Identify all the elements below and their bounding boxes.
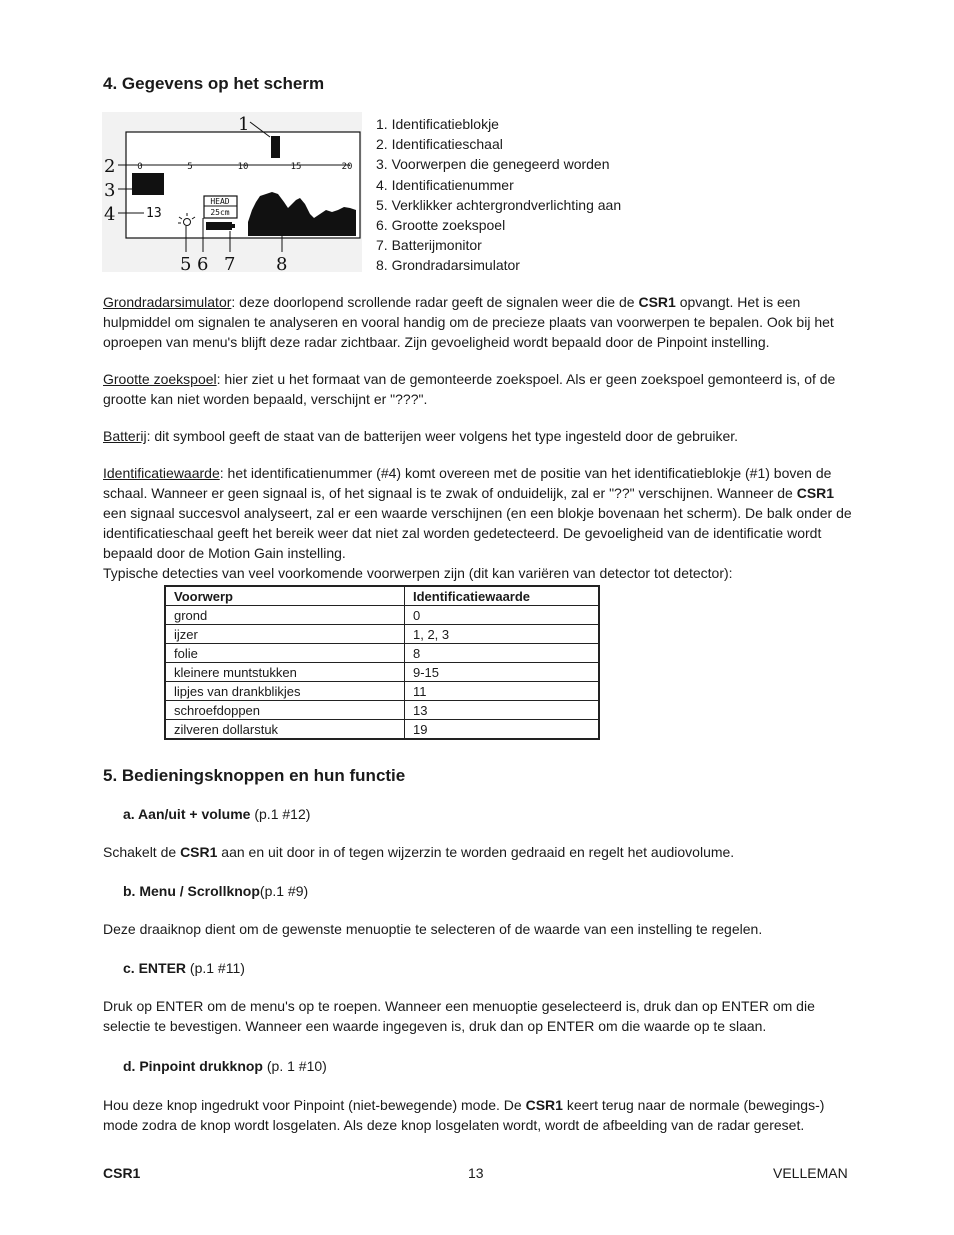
- callout-7: 7: [224, 254, 236, 275]
- coil-size: 25cm: [210, 208, 230, 217]
- scale-tick-10: 10: [237, 162, 249, 172]
- paragraph-b: Deze draaiknop dient om de gewenste menuoptie te selecteren of de waarde van een instelling te regelen.: [103, 921, 763, 937]
- table-header-row: [165, 586, 599, 606]
- brand: CSR1: [180, 844, 218, 860]
- paragraph-radar: Grondradarsimulator: deze doorlopend scrollende radar geeft de signalen weer die de CSR1 opvangt. Het is een hulpmiddel om signalen te analyseren en vooral handig om de precieze plaats van voorwerpen te bepalen. Ook bij het oproepen van menu's blijft deze radar zichtbaar. Zijn gevoeligheid wordt bepaald door de Pinpoint instelling.: [103, 294, 834, 350]
- table-row: zilveren dollarstuk 19: [165, 720, 599, 740]
- page-number: 13: [468, 1165, 484, 1181]
- section-5-heading: 5. Bedieningsknoppen en hun functie: [103, 766, 406, 785]
- legend-item: 3. Voorwerpen die genegeerd worden: [376, 156, 610, 173]
- callout-3: 3: [104, 180, 116, 201]
- paragraph-battery: Batterij: dit symbool geeft de staat van de batterijen weer volgens het type ingesteld door de gebruiker.: [103, 428, 739, 444]
- legend-item: 2. Identificatieschaal: [376, 136, 503, 153]
- callout-2: 2: [104, 156, 116, 177]
- subheading-b: b. Menu / Scrollknop(p.1 #9): [123, 883, 309, 899]
- id-number: 13: [146, 206, 162, 221]
- callout-1: 1: [238, 114, 250, 135]
- legend-item: 6. Grootte zoekspoel: [376, 217, 506, 234]
- brand: CSR1: [796, 485, 835, 501]
- paragraph-coil: Grootte zoekspoel: hier ziet u het formaat van de gemonteerde zoekspoel. Als er geen zoekspoel gemonteerd is, of de grootte kan niet worden bepaald, verschijnt er "???".: [103, 371, 836, 407]
- head-label: HEAD: [210, 197, 230, 206]
- term-coil: Grootte zoekspoel: [103, 371, 217, 387]
- callout-5: 5: [180, 254, 192, 275]
- legend-item: 7. Batterijmonitor: [376, 237, 482, 254]
- table-row: ijzer 1, 2, 3: [165, 625, 599, 644]
- legend-item: 8. Grondradarsimulator: [376, 257, 520, 274]
- legend-item: 1. Identificatieblokje: [376, 116, 499, 132]
- battery-icon: [206, 222, 232, 230]
- subheading-d: d. Pinpoint drukknop (p. 1 #10): [123, 1058, 327, 1074]
- figure-legend: [376, 114, 621, 276]
- column-header: Identificatiewaarde: [405, 586, 600, 606]
- brand: CSR1: [638, 294, 676, 310]
- legend-item: 4. Identificatienummer: [376, 176, 514, 193]
- ignored-range-bar: [132, 173, 164, 195]
- subheading-c: c. ENTER (p.1 #11): [123, 960, 245, 976]
- section-4-heading: 4. Gegevens op het scherm: [103, 74, 325, 93]
- paragraph-id-value: Identificatiewaarde: het identificatienummer (#4) komt overeen met de positie van het identificatieblokje (#1) boven de schaal. Wanneer er geen signaal is, of het signaal is te zwak of onduidelijk, zal er "??" verschijnen. Wanneer de CSR1 een signaal succesvol analyseert, zal er een waarde verschijnen (en een blokje bovenaan het scherm). De balk onder de identificatieschaal geeft het bereik weer dat niet zal worden gedetecteerd. De gevoeligheid van de identificatie wordt bepaald door de Motion Gain instelling. Typische detecties van veel voorkomende voorwerpen zijn (dit kan variëren van detector tot detector):: [103, 465, 852, 581]
- footer-model: CSR1: [103, 1165, 141, 1181]
- table-row: folie 8: [165, 644, 599, 663]
- brand: CSR1: [525, 1097, 563, 1113]
- paragraph-a: Schakelt de CSR1 aan en uit door in of tegen wijzerzin te worden gedraaid en regelt het audiovolume.: [103, 844, 735, 860]
- callout-6: 6: [197, 254, 209, 275]
- scale-tick-0: 0: [137, 162, 143, 172]
- display-diagram: [100, 110, 365, 275]
- paragraph-d: Hou deze knop ingedrukt voor Pinpoint (niet-bewegende) mode. De CSR1 keert terug naar de normale (bewegings-) mode zodra de knop wordt losgelaten. Als deze knop losgelaten wordt, wordt de afbeelding van de radar gereset.: [103, 1097, 825, 1133]
- subheading-a: a. Aan/uit + volume (p.1 #12): [123, 806, 311, 822]
- scale-tick-15: 15: [290, 162, 302, 172]
- term-id-value: Identificatiewaarde: [103, 465, 220, 481]
- column-header: Voorwerp: [165, 586, 405, 606]
- footer-brand: VELLEMAN: [773, 1165, 848, 1181]
- scale-tick-20: 20: [341, 162, 353, 172]
- table-row: grond 0: [165, 606, 599, 625]
- table-row: lipjes van drankblikjes 11: [165, 682, 599, 701]
- table-row: schroefdoppen 13: [165, 701, 599, 720]
- identification-block: [271, 136, 280, 158]
- term-battery: Batterij: [103, 428, 147, 444]
- legend-item: 5. Verklikker achtergrondverlichting aan: [376, 196, 622, 213]
- term-radar: Grondradarsimulator: [103, 294, 232, 310]
- callout-4: 4: [104, 204, 116, 225]
- table-intro: Typische detecties van veel voorkomende voorwerpen zijn (dit kan variëren van detector tot detector):: [103, 565, 733, 581]
- table-row: kleinere muntstukken 9-15: [165, 663, 599, 682]
- id-values-table: [164, 585, 600, 740]
- scale-tick-5: 5: [187, 162, 193, 172]
- callout-8: 8: [276, 254, 288, 275]
- paragraph-c: Druk op ENTER om de menu's op te roepen. Wanneer een menuoptie geselecteerd is, druk dan op ENTER om die selectie te bevestigen. Wanneer een waarde ingegeven is, druk dan op ENTER om die waarde op te slaan.: [103, 998, 815, 1034]
